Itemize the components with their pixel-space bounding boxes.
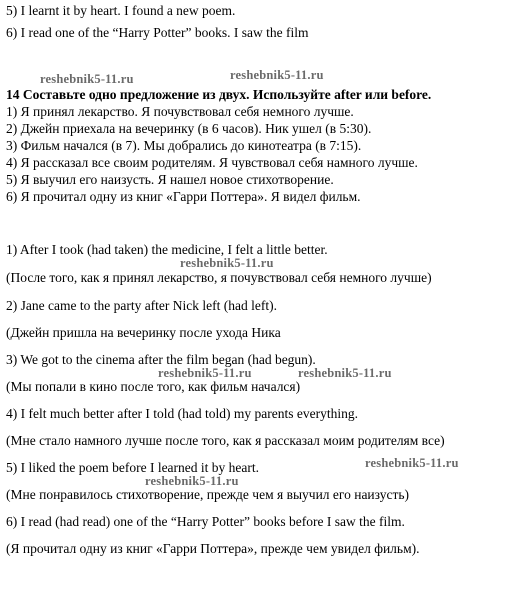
answer-2-ru: (Джейн пришла на вечеринку после ухода Ника (6, 325, 281, 340)
answer-6-ru: (Я прочитал одну из книг «Гарри Поттера», прежде чем увидел фильм). (6, 541, 420, 556)
exercise-item-2: 2) Джейн приехала на вечеринку (в 6 часов). Ник ушел (в 5:30). (6, 121, 372, 136)
answer-3-en: 3) We got to the cinema after the film began (had begun). (6, 352, 316, 367)
answer-5-en: 5) I liked the poem before I learned it by heart. (6, 460, 260, 475)
answer-2-en: 2) Jane came to the party after Nick left (had left). (6, 298, 277, 313)
answer-5-ru: (Мне понравилось стихотворение, прежде чем я выучил его наизусть) (6, 487, 410, 502)
exercise-item-6: 6) Я прочитал одну из книг «Гарри Поттера». Я видел фильм. (6, 189, 361, 204)
watermark: reshebnik5-11.ru (365, 456, 459, 470)
answer-4-en: 4) I felt much better after I told (had told) my parents everything. (6, 406, 359, 421)
exercise-item-1: 1) Я принял лекарство. Я почувствовал себя немного лучше. (6, 104, 354, 119)
watermark: reshebnik5-11.ru (298, 366, 392, 380)
answer-1-en: 1) After I took (had taken) the medicine, I felt a little better. (6, 242, 328, 257)
watermark: reshebnik5-11.ru (158, 366, 252, 380)
answer-4-ru: (Мне стало намного лучше после того, как я рассказал моим родителям все) (6, 433, 445, 448)
exercise-item-5: 5) Я выучил его наизусть. Я нашел новое стихотворение. (6, 172, 334, 187)
exercise-item-3: 3) Фильм начался (в 7). Мы добрались до кинотеатра (в 7:15). (6, 138, 362, 153)
exercise-heading: 14 Составьте одно предложение из двух. Используйте after или before. (6, 87, 432, 102)
answer-3-ru: (Мы попали в кино после того, как фильм начался) (6, 379, 301, 394)
watermark: reshebnik5-11.ru (180, 256, 274, 270)
watermark: reshebnik5-11.ru (230, 68, 324, 82)
exercise-item-4: 4) Я рассказал все своим родителям. Я чувствовал себя намного лучше. (6, 155, 418, 170)
top-line-5: 5) I learnt it by heart. I found a new poem. (6, 3, 236, 18)
top-line-6: 6) I read one of the “Harry Potter” books. I saw the film (6, 25, 309, 40)
watermark: reshebnik5-11.ru (145, 474, 239, 488)
watermark: reshebnik5-11.ru (40, 72, 134, 86)
answer-6-en: 6) I read (had read) one of the “Harry Potter” books before I saw the film. (6, 514, 405, 529)
answer-1-ru: (После того, как я принял лекарство, я почувствовал себя немного лучше) (6, 270, 432, 285)
